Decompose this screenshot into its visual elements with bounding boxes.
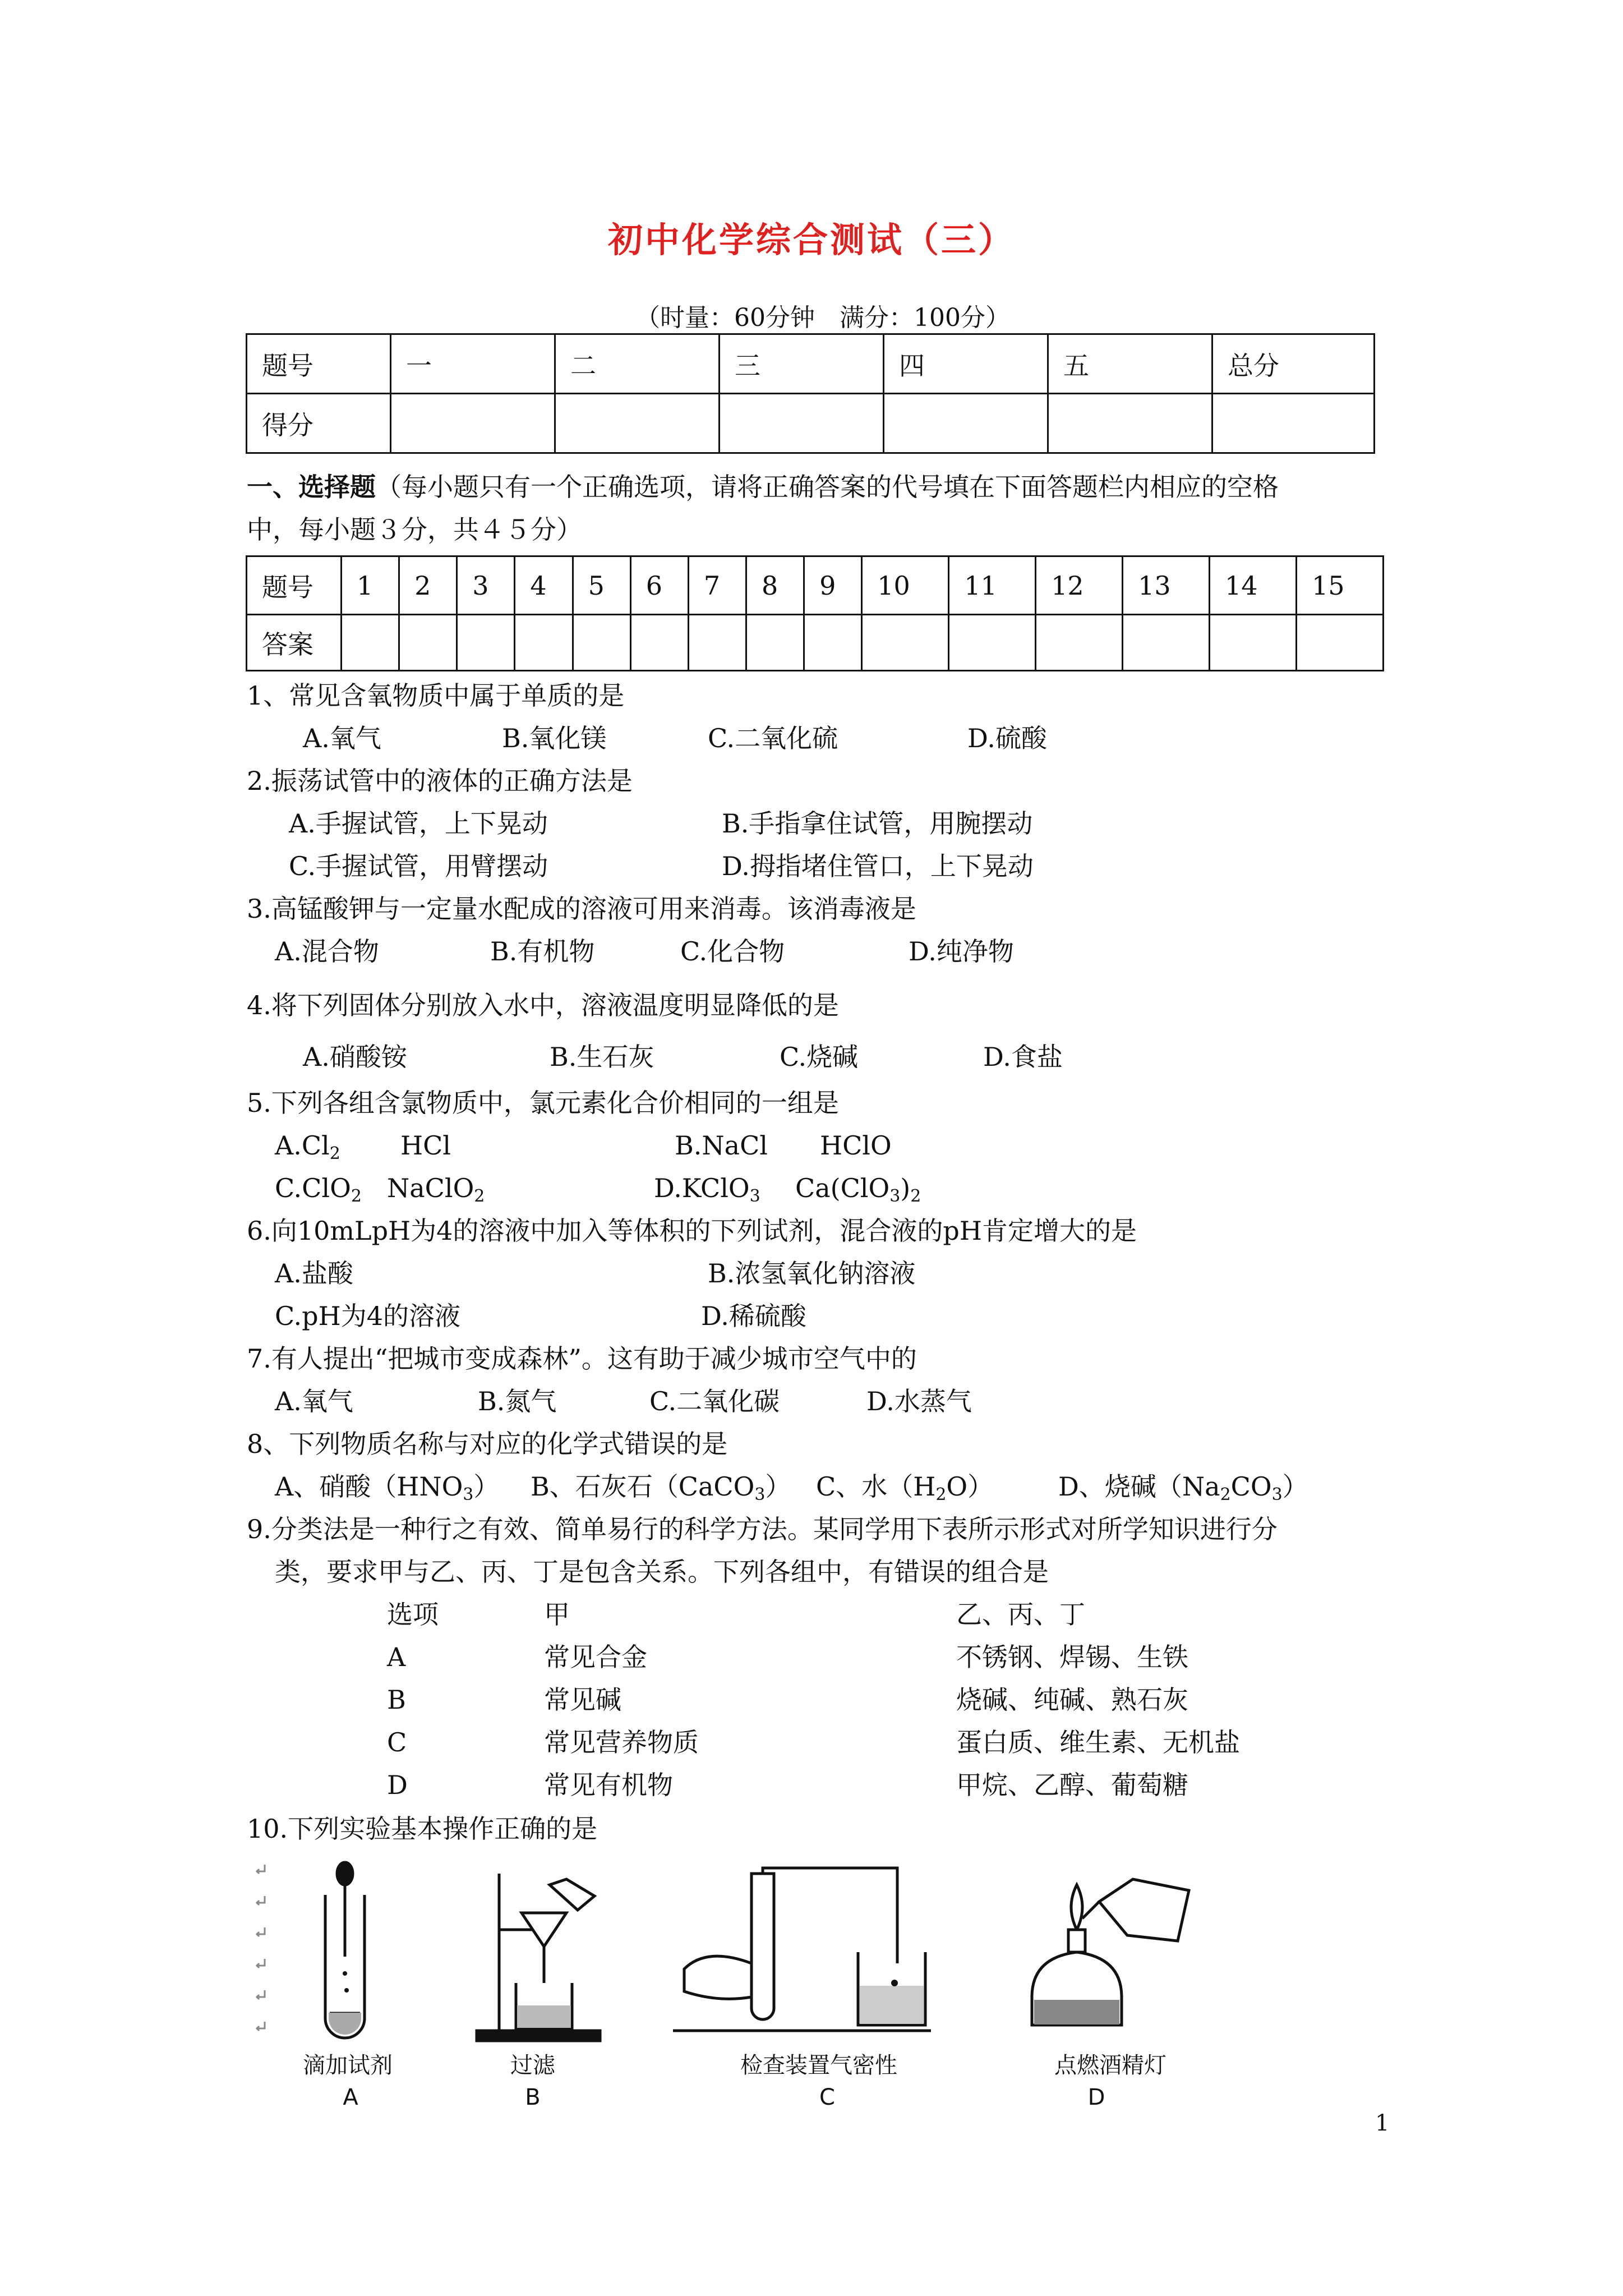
option-d [654, 1170, 760, 1214]
option-c: C.手握试管，用臂摆动 [289, 851, 548, 881]
dropper-test-tube-illustration [314, 1861, 376, 2046]
subscript: 3 [889, 1186, 901, 1206]
question-stem: 8、下列物质名称与对应的化学式错误的是 [247, 1429, 728, 1459]
question-stem: 10.下列实验基本操作正确的是 [247, 1814, 598, 1844]
option-a: A.氧气 [303, 723, 381, 753]
answer-number: 13 [1123, 556, 1210, 615]
option-b: B.生石灰 [550, 1042, 654, 1072]
option-b: B.浓氢氧化钠溶液 [708, 1258, 916, 1289]
subscript: 3 [754, 1485, 766, 1504]
score-table [246, 333, 1375, 454]
option-d-formula-2 [795, 1170, 921, 1214]
option-d-formula: D.KClO [654, 1173, 750, 1203]
question-stem: 2.振荡试管中的液体的正确方法是 [247, 766, 633, 796]
classification-members: 不锈钢、焊锡、生铁 [956, 1642, 1188, 1672]
option-a: A.手握试管，上下晃动 [289, 808, 548, 839]
option-c: C.pH为4的溶液 [275, 1301, 461, 1331]
answer-cell[interactable] [1123, 615, 1210, 671]
answer-cell[interactable] [949, 615, 1036, 671]
answer-cell[interactable] [573, 615, 630, 671]
subscript: 3 [749, 1186, 760, 1206]
score-cell[interactable] [1048, 394, 1212, 453]
formula-text: B、石灰石（CaCO [531, 1471, 755, 1502]
alcohol-lamp-lighting-illustration [1021, 1868, 1200, 2047]
classification-header-members: 乙、丙、丁 [956, 1599, 1085, 1630]
section-title: 一、选择题 [247, 472, 376, 502]
filtration-setup-illustration [471, 1868, 611, 2047]
subscript: 2 [935, 1485, 947, 1504]
option-a: A.混合物 [275, 936, 379, 967]
answer-number: 15 [1296, 556, 1383, 615]
formula-text: D、烧碱（Na [1058, 1471, 1220, 1502]
figure-caption-c: 检查装置气密性 [740, 2053, 897, 2078]
score-cell[interactable] [555, 394, 720, 453]
classification-header-option: 选项 [387, 1599, 439, 1630]
score-header-cell: 总分 [1212, 334, 1375, 394]
question-stem-line2: 类，要求甲与乙、丙、丁是包含关系。下列各组中，有错误的组合是 [275, 1557, 1049, 1587]
answer-number: 8 [746, 556, 804, 615]
formula-text: Ca(ClO [795, 1173, 890, 1203]
formula-text: ) [900, 1173, 911, 1203]
option-a [275, 1128, 340, 1172]
question-stem: 7.有人提出“把城市变成森林”。这有助于减少城市空气中的 [247, 1343, 917, 1374]
answer-cell[interactable] [457, 615, 515, 671]
score-row-label: 得分 [247, 394, 391, 453]
answer-number: 2 [399, 556, 457, 615]
answer-number: 7 [688, 556, 746, 615]
option-b: B.NaCl [675, 1130, 768, 1161]
figure-caption-a: 滴加试剂 [303, 2053, 393, 2078]
formula-text: NaClO [387, 1173, 474, 1203]
option-c-formula-2 [387, 1170, 485, 1214]
option-b-formula-2: HClO [820, 1130, 892, 1161]
page-title: 初中化学综合测试（三） [607, 219, 1015, 260]
answer-number: 9 [804, 556, 862, 615]
score-header-cell: 五 [1048, 334, 1212, 394]
classification-option-letter: B [387, 1685, 406, 1715]
score-header-cell: 四 [884, 334, 1048, 394]
answer-cell[interactable] [342, 615, 399, 671]
answer-cell[interactable] [688, 615, 746, 671]
option-b: B.手指拿住试管，用腕摆动 [722, 808, 1033, 839]
answer-number: 14 [1210, 556, 1297, 615]
option-c [275, 1170, 362, 1214]
subscript: 2 [351, 1186, 362, 1206]
score-cell[interactable] [720, 394, 884, 453]
figure-letter-d: D [1087, 2085, 1105, 2110]
question-stem: 5.下列各组含氯物质中，氯元素化合价相同的一组是 [247, 1088, 839, 1118]
classification-category: 常见营养物质 [544, 1727, 699, 1757]
classification-members: 烧碱、纯碱、熟石灰 [956, 1685, 1188, 1715]
figure-caption-b: 过滤 [510, 2053, 555, 2078]
option-d: D.稀硫酸 [701, 1301, 806, 1331]
classification-option-letter: A [387, 1642, 406, 1672]
answer-number: 3 [457, 556, 515, 615]
subscript: 3 [1271, 1485, 1283, 1504]
option-b [531, 1469, 791, 1513]
classification-option-letter: C [387, 1727, 407, 1757]
classification-category: 常见合金 [544, 1642, 647, 1672]
option-d: D.纯净物 [909, 936, 1014, 967]
answer-cell[interactable] [746, 615, 804, 671]
score-cell[interactable] [391, 394, 555, 453]
formula-text: A、硝酸（HNO [275, 1471, 463, 1502]
formula-text: ） [1282, 1471, 1308, 1502]
score-header-cell: 三 [720, 334, 884, 394]
score-header-cell: 二 [555, 334, 720, 394]
option-c [816, 1469, 993, 1513]
paragraph-mark-column [253, 1861, 270, 2046]
option-a: A.盐酸 [275, 1258, 353, 1289]
classification-members: 甲烷、乙醇、葡萄糖 [956, 1770, 1188, 1800]
classification-category: 常见碱 [544, 1685, 621, 1715]
classification-members: 蛋白质、维生素、无机盐 [956, 1727, 1240, 1757]
answer-number: 6 [630, 556, 688, 615]
option-d: D.拇指堵住管口，上下晃动 [722, 851, 1034, 881]
classification-header-jia: 甲 [544, 1599, 570, 1630]
option-c-formula: C.ClO [275, 1173, 351, 1203]
figure-letter-a: A [343, 2085, 358, 2110]
option-b: B.氧化镁 [502, 723, 607, 753]
subscript: 2 [329, 1144, 340, 1163]
section-heading [247, 469, 1279, 505]
answer-cell[interactable] [1036, 615, 1123, 671]
formula-text: O） [946, 1471, 994, 1502]
question-stem: 6.向10mLpH为4的溶液中加入等体积的下列试剂，混合液的pH肯定增大的是 [247, 1216, 1137, 1246]
answer-cell[interactable] [399, 615, 457, 671]
answer-number: 10 [862, 556, 949, 615]
answer-cell[interactable] [1210, 615, 1297, 671]
option-b: B.有机物 [490, 936, 595, 967]
answer-cell[interactable] [515, 615, 573, 671]
option-c: C.二氧化碳 [649, 1386, 780, 1416]
answer-cell[interactable] [862, 615, 949, 671]
score-header-cell: 一 [391, 334, 555, 394]
option-a-formula-2: HCl [400, 1130, 451, 1161]
score-cell[interactable] [1212, 394, 1375, 453]
exam-info: （时量：60分钟 满分：100分） [635, 303, 1010, 332]
answer-number: 1 [342, 556, 399, 615]
answer-table [246, 555, 1384, 671]
option-a: A.氧气 [275, 1386, 353, 1416]
answer-cell[interactable] [630, 615, 688, 671]
option-a [275, 1469, 499, 1513]
option-b: B.氮气 [478, 1386, 557, 1416]
question-stem: 9.分类法是一种行之有效、简单易行的科学方法。某同学用下表所示形式对所学知识进行分 [247, 1514, 1278, 1544]
formula-text: ） [765, 1471, 791, 1502]
figure-letter-c: C [819, 2085, 835, 2110]
option-c: C.化合物 [680, 936, 785, 967]
formula-text: CO [1230, 1471, 1272, 1502]
score-header-cell: 题号 [247, 334, 391, 394]
answer-header-label: 题号 [247, 556, 342, 615]
subscript: 2 [474, 1186, 485, 1206]
answer-row-label: 答案 [247, 615, 342, 671]
figure-letter-b: B [525, 2085, 541, 2110]
answer-cell[interactable] [1296, 615, 1383, 671]
option-a: A.硝酸铵 [303, 1042, 407, 1072]
airtightness-check-illustration [673, 1868, 931, 2047]
page-number: 1 [1375, 2110, 1390, 2136]
option-c: C.烧碱 [780, 1042, 859, 1072]
option-c: C.二氧化硫 [708, 723, 838, 753]
classification-option-letter: D [387, 1770, 408, 1800]
subscript: 2 [910, 1186, 921, 1206]
option-a-formula: A.Cl [275, 1130, 330, 1161]
answer-number: 12 [1036, 556, 1123, 615]
section-instruction-line2: 中，每小题３分，共４５分） [247, 514, 582, 545]
option-d [1058, 1469, 1308, 1513]
section-instruction: （每小题只有一个正确选项，请将正确答案的代号填在下面答题栏内相应的空格 [376, 472, 1279, 502]
option-d: D.水蒸气 [866, 1386, 972, 1416]
formula-text: C、水（H [816, 1471, 936, 1502]
question-stem: 1、常见含氧物质中属于单质的是 [247, 680, 625, 711]
score-cell[interactable] [884, 394, 1048, 453]
option-d: D.硫酸 [967, 723, 1047, 753]
answer-number: 5 [573, 556, 630, 615]
question-stem: 4.将下列固体分别放入水中，溶液温度明显降低的是 [247, 990, 839, 1020]
answer-cell[interactable] [804, 615, 862, 671]
option-d: D.食盐 [983, 1042, 1063, 1072]
answer-number: 11 [949, 556, 1036, 615]
figure-caption-d: 点燃酒精灯 [1054, 2053, 1166, 2078]
classification-category: 常见有机物 [544, 1770, 673, 1800]
subscript: 2 [1220, 1485, 1231, 1504]
formula-text: ） [473, 1471, 500, 1502]
subscript: 3 [463, 1485, 474, 1504]
answer-number: 4 [515, 556, 573, 615]
question-stem: 3.高锰酸钾与一定量水配成的溶液可用来消毒。该消毒液是 [247, 894, 916, 924]
